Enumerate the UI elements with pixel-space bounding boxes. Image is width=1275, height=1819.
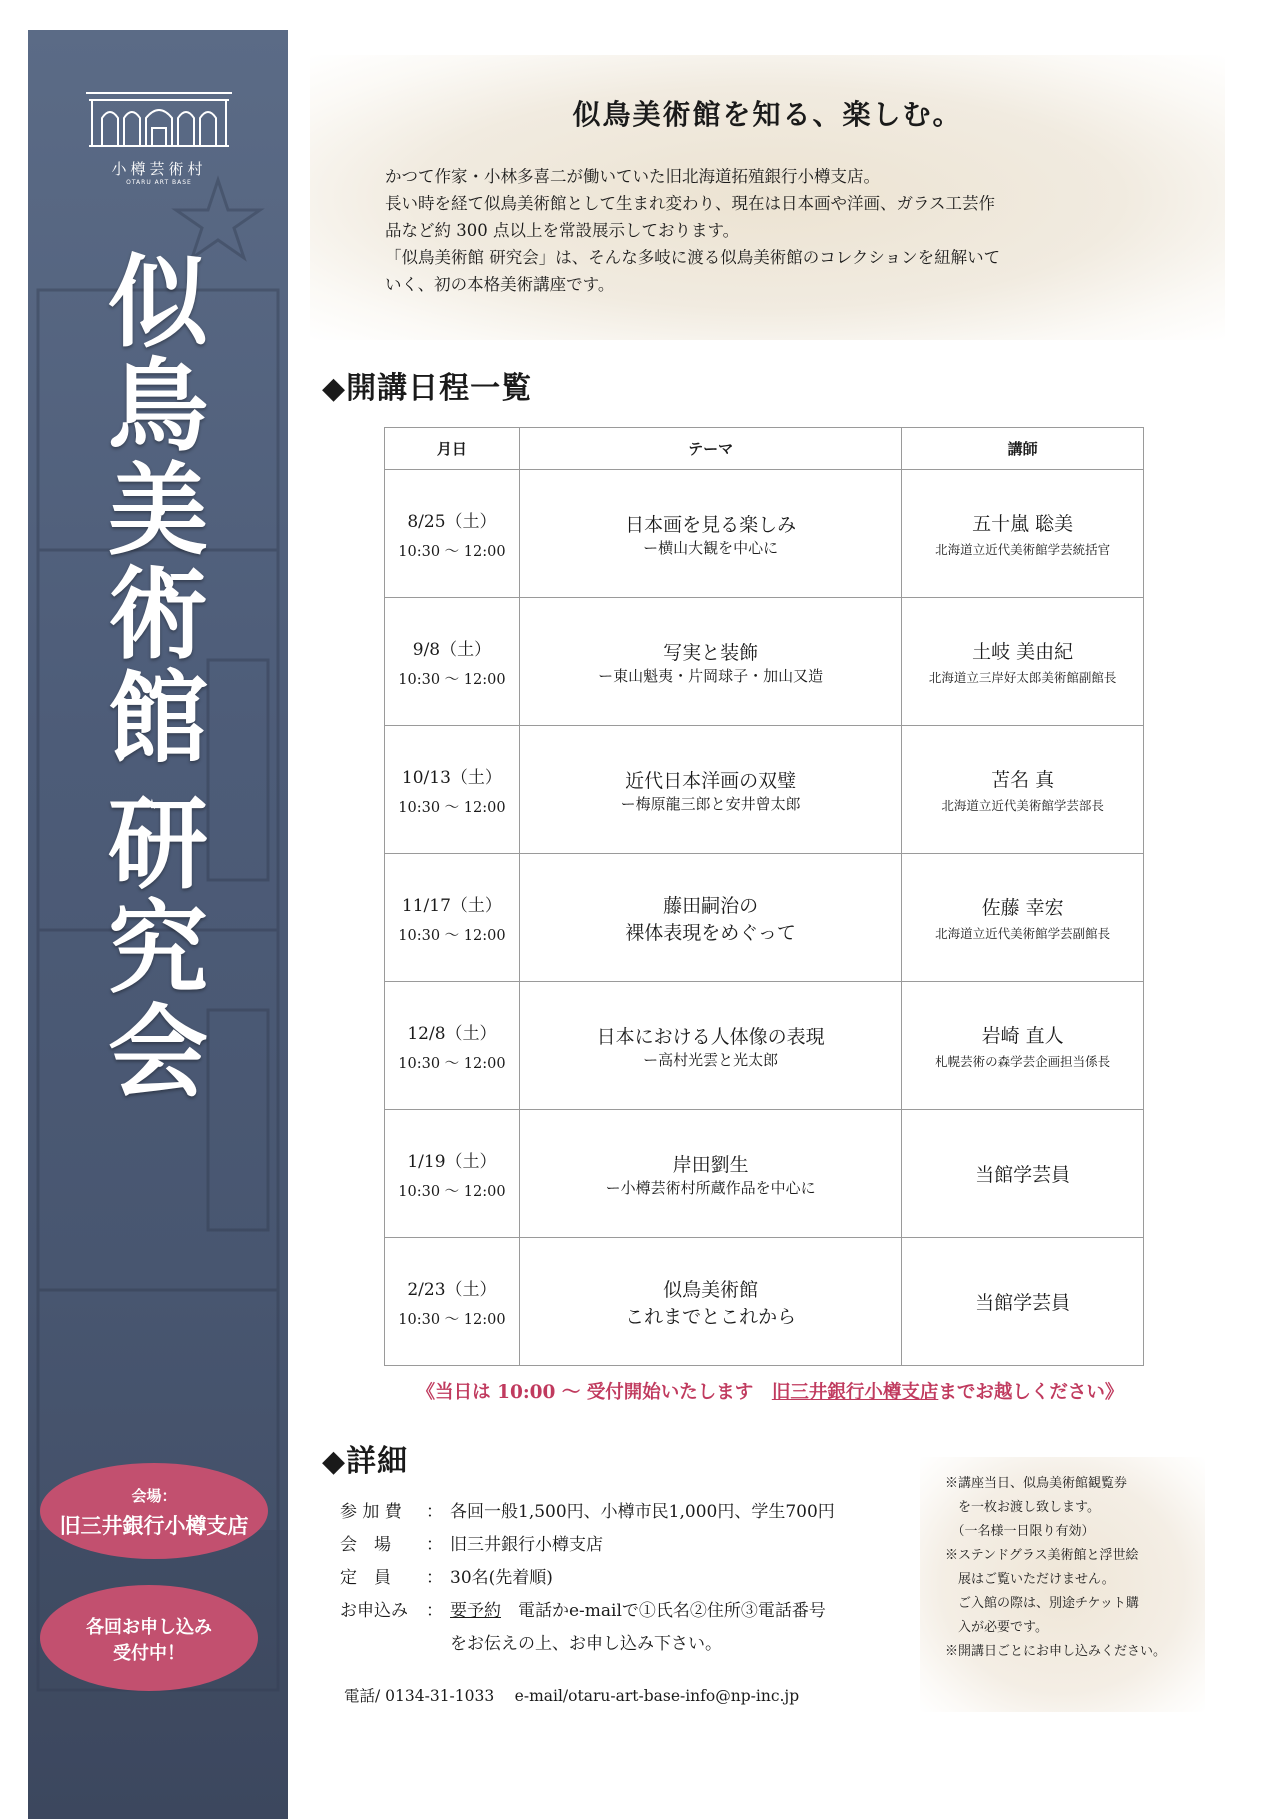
note-line: を一枚お渡し致します。 [945, 1500, 1100, 1515]
row-theme: 似鳥美術館 [663, 1278, 759, 1301]
row-date: 10/13（土） [401, 767, 502, 788]
row-lecturer: 土岐 美由紀 [972, 641, 1074, 663]
row-date: 2/23（土） [407, 1279, 497, 1300]
schedule-heading: ◆開講日程一覧 [322, 371, 533, 406]
row-date: 11/17（土） [401, 895, 502, 916]
row-date: 8/25（土） [407, 511, 497, 532]
row-lecturer-role: 北海道立近代美術館学芸部長 [941, 798, 1104, 813]
title-char: 似 [108, 243, 208, 361]
row-subtheme: ー東山魁夷・片岡球子・加山又造 [598, 666, 824, 685]
detail-value: 30名(先着順) [450, 1568, 553, 1588]
logo-japanese: 小樽芸術村 [111, 160, 207, 178]
row-time: 10:30 ～ 12:00 [398, 671, 506, 688]
detail-colon: ： [426, 1502, 443, 1522]
intro-line: 「似鳥美術館 研究会」は、そんな多岐に渡る似鳥美術館のコレクションを紐解いて [385, 248, 1001, 267]
row-subtheme: ー高村光雲と光太郎 [643, 1050, 779, 1069]
row-subtheme: これまでとこれから [625, 1305, 797, 1328]
reception-notice [320, 1378, 1220, 1404]
row-lecturer: 岩崎 直人 [981, 1025, 1064, 1047]
title-char: 術 [108, 555, 208, 673]
note-line: ご入館の際は、別途チケット購 [945, 1596, 1139, 1611]
row-lecturer: 当館学芸員 [975, 1164, 1071, 1186]
venue-badge [40, 1463, 268, 1559]
notice-venue: 旧三井銀行小樽支店 [771, 1382, 939, 1403]
logo-english: OTARU ART BASE [126, 179, 192, 186]
venue-badge-label: 会場： [131, 1487, 177, 1505]
row-theme: 藤田嗣治の [663, 894, 759, 917]
row-time: 10:30 ～ 12:00 [398, 799, 506, 816]
row-subtheme: ー梅原龍三郎と安井曾太郎 [620, 794, 801, 813]
col-header-date: 月日 [385, 428, 520, 470]
note-line: 展はご覧いただけません。 [945, 1572, 1115, 1587]
detail-value [450, 1595, 900, 1628]
schedule-table [384, 427, 1144, 1366]
row-time: 10:30 ～ 12:00 [398, 1183, 506, 1200]
row-lecturer-role: 北海道立近代美術館学芸統括官 [935, 542, 1111, 557]
venue-badge-name: 旧三井銀行小樽支店 [59, 1514, 249, 1538]
col-header-lecturer: 講師 [902, 428, 1144, 470]
museum-building-icon [84, 88, 234, 150]
note-line: ※ステンドグラス美術館と浮世絵 [945, 1548, 1139, 1563]
table-row [385, 854, 1144, 982]
otaru-art-base-logo [73, 88, 245, 186]
row-date: 1/19（土） [407, 1151, 497, 1172]
table-header-row [385, 428, 1144, 470]
signup-badge [40, 1585, 258, 1691]
detail-apply-cont [340, 1628, 900, 1661]
notice-text-start: 《当日は 10:00 ～ 受付開始いたします [416, 1382, 772, 1403]
reservation-required: 要予約 [450, 1601, 501, 1621]
title-char: 美 [108, 451, 208, 569]
row-lecturer-role: 札幌芸術の森学芸企画担当係長 [935, 1054, 1111, 1069]
signup-badge-line1: 各回お申し込み [86, 1617, 212, 1638]
table-row [385, 598, 1144, 726]
detail-apply [340, 1595, 900, 1628]
row-date: 12/8（土） [407, 1023, 497, 1044]
row-theme: 日本画を見る楽しみ [625, 513, 797, 536]
row-date: 9/8（土） [412, 639, 492, 660]
note-line: ※開講日ごとにお申し込みください。 [945, 1644, 1167, 1659]
detail-fee [340, 1496, 900, 1529]
intro-text [385, 163, 1185, 298]
apply-method: 電話かe-mailで①氏名②住所③電話番号 [518, 1601, 826, 1621]
intro-panel [310, 55, 1225, 340]
notes-panel [920, 1457, 1205, 1712]
row-lecturer: 当館学芸員 [975, 1292, 1071, 1314]
note-line: （一名様一日限り有効） [945, 1524, 1095, 1539]
table-row [385, 726, 1144, 854]
row-theme: 岸田劉生 [672, 1153, 749, 1176]
intro-line: 長い時を経て似鳥美術館として生まれ変わり、現在は日本画や洋画、ガラス工芸作 [385, 194, 996, 213]
apply-method-cont: をお伝えの上、お申し込み下さい。 [450, 1634, 722, 1654]
details-list [340, 1496, 900, 1661]
note-line: ※講座当日、似鳥美術館観覧券 [945, 1476, 1128, 1491]
title-char: 館 [108, 659, 208, 777]
col-header-theme: テーマ [519, 428, 901, 470]
details-heading: ◆詳細 [322, 1444, 409, 1479]
row-subtheme: ー横山大観を中心に [643, 538, 779, 557]
row-theme: 写実と装飾 [663, 641, 759, 664]
intro-line: かつて作家・小林多喜二が働いていた旧北海道拓殖銀行小樽支店。 [385, 167, 880, 186]
detail-value: 旧三井銀行小樽支店 [450, 1535, 603, 1555]
table-row [385, 1238, 1144, 1366]
title-char: 鳥 [108, 347, 208, 465]
row-time: 10:30 ～ 12:00 [398, 543, 506, 560]
title-char: 究 [108, 889, 208, 1007]
intro-line: 品など約 300 点以上を常設展示しております。 [385, 221, 740, 240]
row-theme: 日本における人体像の表現 [596, 1025, 825, 1048]
detail-venue [340, 1529, 900, 1562]
title-char: 会 [108, 993, 208, 1111]
intro-heading: 似鳥美術館を知る、楽しむ。 [572, 98, 963, 131]
table-row [385, 982, 1144, 1110]
row-lecturer: 苫名 真 [991, 769, 1055, 791]
note-line: 入が必要です。 [945, 1620, 1048, 1635]
row-lecturer: 佐藤 幸宏 [981, 897, 1064, 919]
detail-key: 参 加 費 [340, 1502, 402, 1522]
notice-text-end: までお越しください》 [938, 1382, 1124, 1403]
table-row [385, 1110, 1144, 1238]
row-time: 10:30 ～ 12:00 [398, 1055, 506, 1072]
row-time: 10:30 ～ 12:00 [398, 1311, 506, 1328]
row-subtheme: 裸体表現をめぐって [625, 921, 796, 944]
contact-info: 電話/ 0134-31-1033 e-mail/otaru-art-base-info@np-inc.jp [344, 1687, 800, 1705]
row-theme: 近代日本洋画の双璧 [625, 769, 797, 792]
row-lecturer-role: 北海道立三岸好太郎美術館副館長 [928, 670, 1117, 685]
detail-key: 定 員 [340, 1568, 391, 1588]
detail-key: 会 場 [340, 1535, 391, 1555]
row-lecturer-role: 北海道立近代美術館学芸副館長 [935, 926, 1111, 941]
detail-capacity [340, 1562, 900, 1595]
title-char: 研 [108, 785, 208, 903]
detail-colon: ： [426, 1535, 443, 1555]
signup-badge-line2: 受付中！ [113, 1643, 185, 1664]
detail-colon: ： [426, 1568, 443, 1588]
detail-key: お申込み [340, 1601, 408, 1621]
detail-value: 各回一般1,500円、小樽市民1,000円、学生700円 [450, 1502, 835, 1522]
vertical-title [28, 243, 288, 1111]
table-row [385, 470, 1144, 598]
row-subtheme: ー小樽芸術村所蔵作品を中心に [605, 1178, 816, 1197]
detail-colon: ： [426, 1601, 443, 1621]
row-lecturer: 五十嵐 聡美 [972, 513, 1074, 535]
intro-line: いく、初の本格美術講座です。 [385, 275, 615, 294]
row-time: 10:30 ～ 12:00 [398, 927, 506, 944]
